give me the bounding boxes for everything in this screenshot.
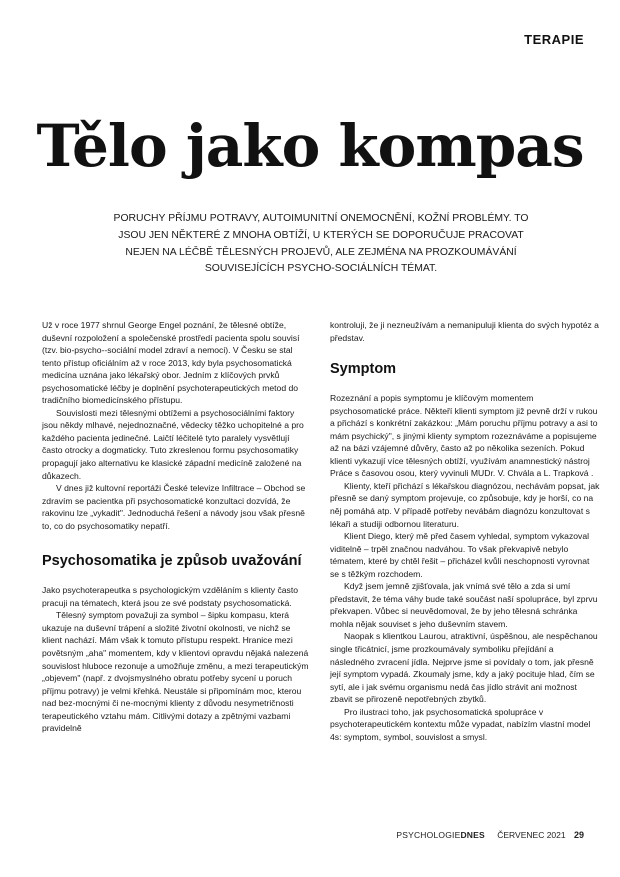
right-paragraph-3: Klienty, kteří přichází s lékařskou diagnózou, nechávám popsat, jak přesně se daný symptom projevuje, co způsobuje, kdy je horší, co na něj pomáhá atp. V případě potřeby nevábám diagnózu konzultovat s lékaři a studiji odbornou literaturu. — [330, 480, 600, 529]
right-paragraph-5: Když jsem jemně zjišťovala, jak vnímá své tělo a zda si umí představit, že téma váhy bude také součást naší spolupráce, byl zprvu překvapen. Vůbec si neuvědomoval, že by jeho tělesná schránka mohla nějak souviset s jeho duševním stavem. — [330, 581, 598, 629]
magazine-name — [396, 830, 485, 840]
page-number: 29 — [573, 830, 584, 840]
issue-date: ČERVENEC 2021 — [497, 830, 566, 840]
right-paragraph-1: kontroluji, že ji nezneužívám a nemanipuluji klienta do svých hypotéz a představ. — [330, 320, 599, 343]
right-paragraph-2: Rozeznání a popis symptomu je klíčovým momentem psychosomatické práce. Někteří klienti symptom již pevně drží v rukou a přichází s konkrétní zakázkou: „Mám poruchu příjmu potravy a asi to mám psychický", s jinými klienty symptom rozeznáváme a popisujeme až na bázi vzájemné důvěry, často až po několika sezeních. Pokud klienti vykazují více tělesných obtíží, využívám anamnestický nástroj Práce s časovou osou, který vyvinuli MUDr. V. Chvála a L. Trapková . — [330, 393, 598, 479]
left-paragraph-3: V dnes již kultovní reportáži České televize Infiltrace – Obchod se zdravím se pacientka při psychosomatické konzultaci dozvídá, že rakovinu lze „vykadit". Jednoduchá řešení a návody jsou však přesně to, co do psychosomatiky nepatří. — [42, 483, 306, 531]
right-paragraph-4: Klient Diego, který mě před časem vyhledal, symptom vykazoval viditelně – trpěl značnou nadváhou. To však překvapivě nebylo tématem, které by chtěl řešit – přicházel kvůli neschopnosti vyrovnat se s těžkým rozchodem. — [330, 531, 590, 579]
section-label: TERAPIE — [524, 32, 584, 47]
left-paragraph-4: Jako psychoterapeutka s psychologickým vzděláním s klienty často pracuji na tématech, která jsou ze své podstaty psychosomatická. — [42, 585, 299, 608]
article-title: Tělo jako kompas — [36, 112, 584, 180]
section-heading-symptom: Symptom — [330, 361, 397, 378]
right-column — [330, 319, 600, 743]
left-column — [42, 319, 312, 735]
left-paragraph-1: Už v roce 1977 shrnul George Engel poznání, že tělesné obtíže, duševní rozpoložení a společenské prostředí pacienta spolu souvisí (tzv. bio-psycho--sociální model zdraví a nemoci). V Česku se stal tento přístup oficiálním až v roce 2013, kdy byla psychosomatická medicína uznána jako lékařský obor. Jedním z klíčových prvků psychosomatické léčby je doplnění psychoterapeutických metod do tradičního biomedicínského přístupu. — [42, 320, 300, 406]
right-paragraph-6: Naopak s klientkou Laurou, atraktivní, úspěšnou, ale nespěchanou single třicátnicí, jsme prozkoumávaly symboliku přejídání a následného zvracení jídla. Nejprve jsme si povídaly o tom, jak přesně její symptom vypadá. Zkoumaly jsme, kdy a jaký pocituje hlad, čím se sytí, ale i jak svému organismu nedá čas jídlo strávit ani možnost zbavit se přirozeně nepotřebných zbytků. — [330, 631, 598, 705]
left-paragraph-2: Souvislosti mezi tělesnými obtížemi a psychosociálními faktory jsou někdy mlhavé, nejednoznačné, vědecky těžko uchopitelné a pro každého pacienta jedinečné. Laičtí léčitelé tyto paralely vysvětlují často otrocky a dogmaticky. Tuto zkreslenou formu psychosomatiky propagují jako alternativu ke klasické západní medicíně založené na důkazech. — [42, 407, 304, 481]
right-paragraph-7: Pro ilustraci toho, jak psychosomatická spolupráce v psychoterapeutickém kontextu může vypadat, nabízím vlastní model 4s: symptom, symbol, souvislost a smysl. — [330, 706, 591, 742]
left-paragraph-5: Tělesný symptom považuji za symbol – šipku kompasu, která ukazuje na duševní trápení a složité životní okolnosti, ve nichž se klient nachází. Mám však k tomuto přístupu respekt. Hranice mezi povětsným „aha" momentem, kdy v klientovi opravdu nějaká nalezená souvislost hluboce rezonuje a umožňuje změnu, a mezi terapeutickým „objevem" (např. z dvojsmyslného obratu potřeby sycení u poruch příjmu potravy) je velmi křehká. Neustále si připomínám moc, kterou nad bez-mocnými či ne-mocnými klienty z důvodu nesymetričnosti terapeutického vztahu mám. Citlivými dotazy a zpětnými vazbami pravidelně — [42, 610, 309, 734]
magazine-name-suffix: DNES — [460, 830, 485, 840]
section-heading-psychosomatika: Psychosomatika je způsob uvažování — [42, 553, 302, 570]
magazine-name-prefix: PSYCHOLOGIE — [396, 830, 461, 840]
page-footer — [396, 830, 584, 840]
article-lead: PORUCHY PŘÍJMU POTRAVY, AUTOIMUNITNÍ ONEMOCNĚNÍ, KOŽNÍ PROBLÉMY. TO JSOU JEN NĚKTERÉ Z MNOHA OBTÍŽÍ, U KTERÝCH SE DOPORUČUJE PRACOVAT NEJEN NA LÉČBĚ TĚLESNÝCH PROJEVŮ, ALE ZEJMÉNA NA PROZKOUMÁVÁNÍ SOUVISEJÍCÍCH PSYCHO-SOCIÁLNÍCH TÉMAT. — [113, 213, 529, 275]
